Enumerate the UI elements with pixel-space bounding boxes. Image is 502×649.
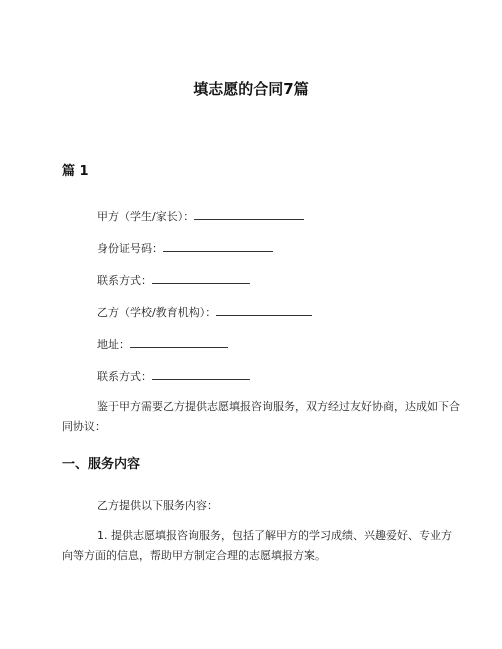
document-title: 填志愿的合同7篇 bbox=[193, 80, 309, 98]
contact-a-line bbox=[97, 272, 250, 288]
address-label: 地址： bbox=[97, 338, 130, 351]
section-1-heading: 一、服务内容 bbox=[62, 457, 141, 472]
section-1-item-1: 1. 提供志愿填报咨询服务，包括了解甲方的学习成绩、兴趣爱好、专业方向等方面的信息，帮助甲方制定合理的志愿填报方案。 bbox=[62, 529, 452, 562]
id-number-blank bbox=[163, 240, 273, 252]
party-a-blank bbox=[194, 208, 304, 220]
address-line bbox=[97, 336, 228, 352]
part-heading: 篇 1 bbox=[62, 164, 89, 179]
address-blank bbox=[130, 336, 228, 348]
id-number-line bbox=[97, 240, 273, 256]
section-1-intro: 乙方提供以下服务内容： bbox=[97, 499, 218, 512]
preamble-paragraph: 鉴于甲方需要乙方提供志愿填报咨询服务，双方经过友好协商，达成如下合同协议： bbox=[62, 400, 460, 433]
party-a-line bbox=[97, 208, 304, 224]
party-b-label: 乙方（学校/教育机构）： bbox=[97, 306, 217, 319]
contact-b-label: 联系方式： bbox=[97, 370, 152, 383]
party-b-line bbox=[97, 304, 312, 320]
contact-b-line bbox=[97, 368, 250, 384]
contact-b-blank bbox=[152, 368, 250, 380]
contact-a-blank bbox=[152, 272, 250, 284]
party-b-blank bbox=[216, 304, 312, 316]
party-a-label: 甲方（学生/家长）： bbox=[97, 210, 195, 223]
contact-a-label: 联系方式： bbox=[97, 274, 152, 287]
id-number-label: 身份证号码： bbox=[97, 242, 163, 255]
